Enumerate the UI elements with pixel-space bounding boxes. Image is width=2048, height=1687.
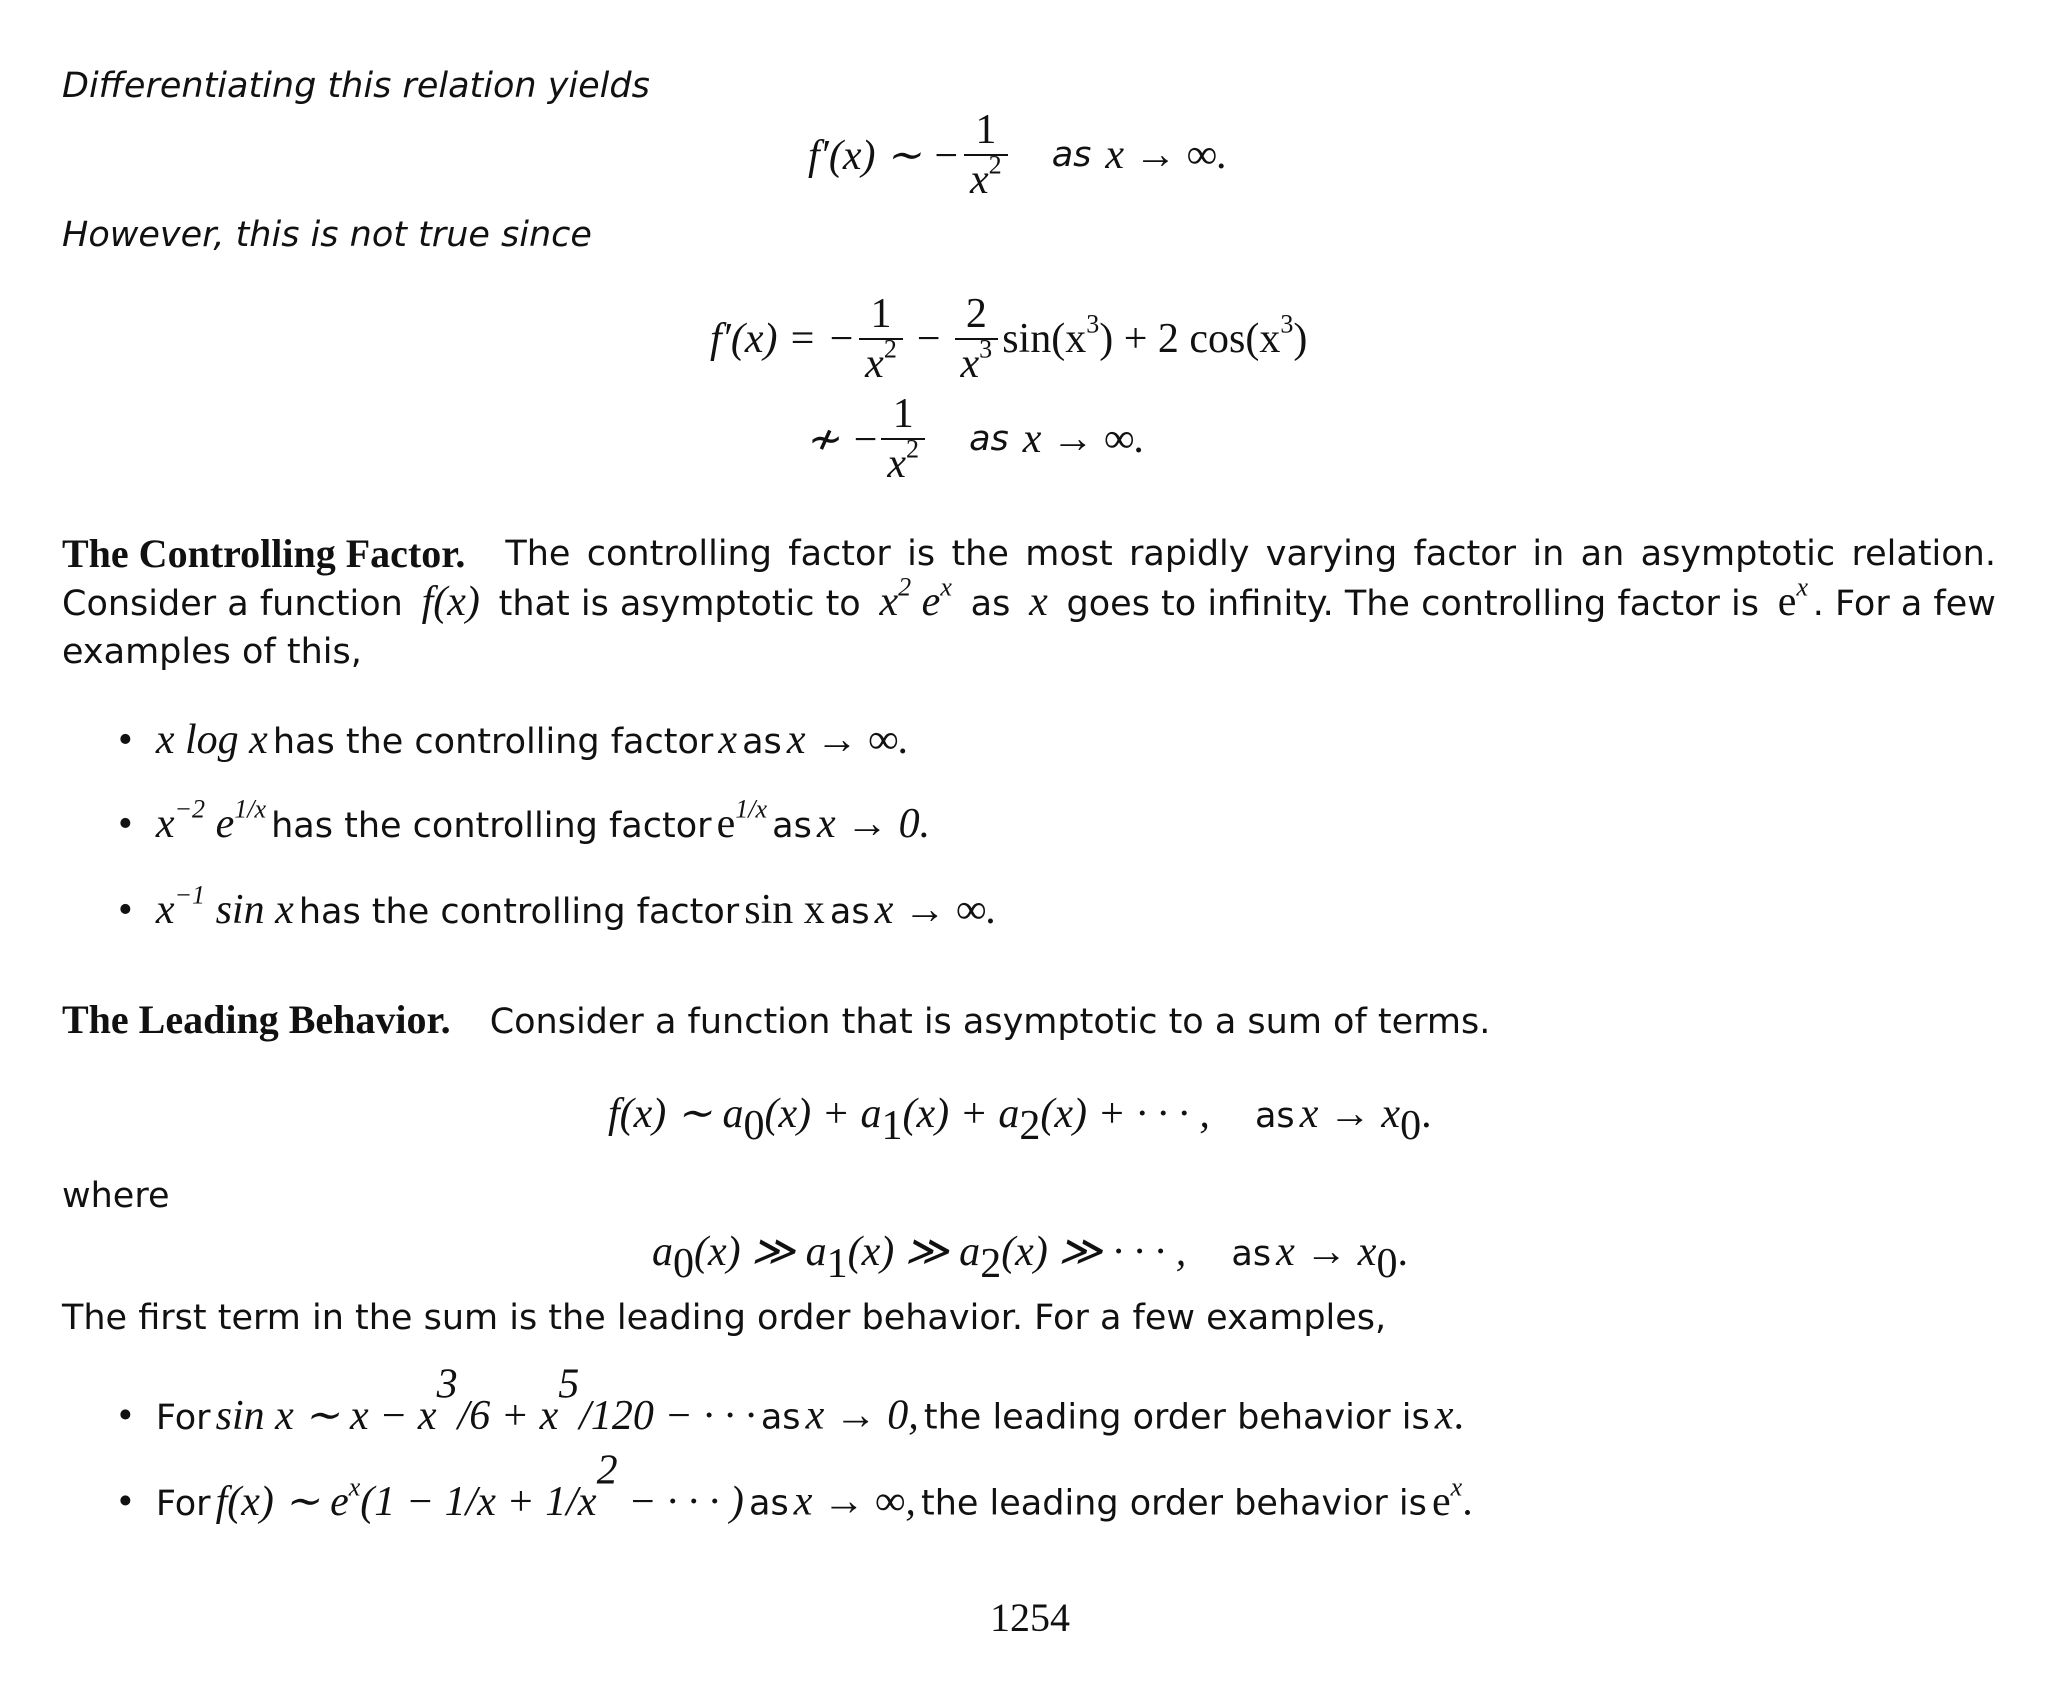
eq1-as: as [1051, 135, 1092, 176]
lb-item-2: • For f(x) ∼ $e^x(1 - 1/x + 1/x^2$ − · · · ) as x → ∞, the leading order behavior is $e^x$. [118, 1447, 1473, 1525]
eq1-lhs: f′(x) ∼ − [808, 133, 961, 180]
cf-item-1: • x log x has the controlling factor x as x → ∞. [118, 717, 909, 763]
controlling-factor-heading: The Controlling Factor. [62, 531, 466, 576]
page-number: 1254 [990, 1595, 1070, 1640]
equation-1 [808, 108, 1227, 202]
first-term-text: The first term in the sum is the leading order behavior. For a few examples, [62, 1298, 1387, 1338]
eq1-fraction: $\frac{1}{x^2}$ [964, 108, 1008, 202]
eq1-tail: x → ∞. [1105, 132, 1228, 179]
leading-behavior-line: The Leading Behavior. Consider a function that is asymptotic to a sum of terms. [62, 997, 1491, 1042]
equation-2-line-2: ≁ − $\frac{1}{x^2}$ as x → ∞. [808, 391, 1145, 488]
controlling-factor-section [62, 530, 1996, 676]
cf-line-2: Consider a function f(x) that is asymptotic to $x^2$ $e^x$ as x goes to infinity. The controlling factor is $e^x$ . For a few [62, 572, 1996, 625]
cf-item-3: • $x^{-1}$ sin x has the controlling factor sin x as x → ∞. [118, 880, 997, 933]
lb-item-1: • For sin x ∼ $x - x^3/6 + x^5/120$ − · · · as x → 0, the leading order behavior is x. [118, 1361, 1465, 1439]
intro-differentiating: Differentiating this relation yields [62, 66, 650, 106]
equation-3: f(x) ∼ $a_0(x) + a_1(x) + a_2(x)$ + · · · , as $x \to x_0$. [608, 1091, 1432, 1149]
equation-2-line-1: f′(x) = − $\frac{1}{x^2}$ − $\frac{2}{x^3}$ $\sin(x^3) + 2$ $\cos(x^3)$ [710, 291, 1308, 388]
intro-however: However, this is not true since [62, 215, 592, 255]
cf-line-3: examples of this, [62, 632, 362, 672]
leading-behavior-heading: The Leading Behavior. [62, 997, 451, 1042]
cf-line-1: The Controlling Factor. The controlling factor is the most rapidly varying factor in an asymptotic relation. [62, 531, 1996, 576]
equation-4: $a_0(x)$ ≫ $a_1(x)$ ≫ $a_2(x)$ ≫ · · · , as $x \to x_0$. [652, 1229, 1408, 1287]
cf-item-2: • $x^{-2}$ $e^{1/x}$ has the controlling factor $e^{1/x}$ as x → 0. [118, 794, 931, 847]
where-label: where [62, 1176, 170, 1216]
